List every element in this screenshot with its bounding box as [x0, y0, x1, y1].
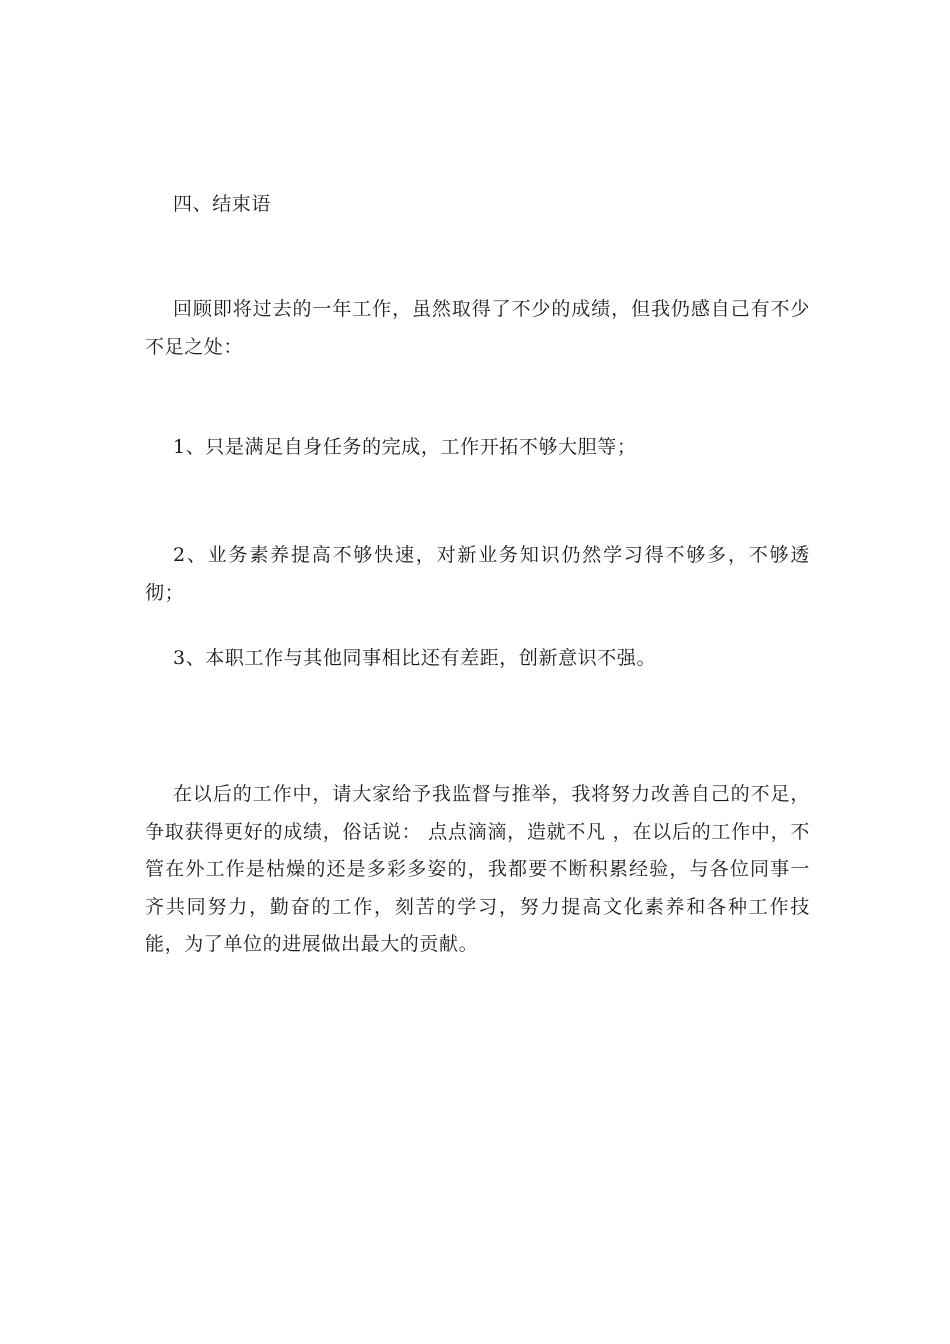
section-heading: 四、结束语 [173, 193, 272, 215]
shortcoming-item: 2、业务素养提高不够快速，对新业务知识仍然学习得不够多，不够透彻； [145, 544, 810, 604]
intro-paragraph: 回顾即将过去的一年工作，虽然取得了不少的成绩，但我仍感自己有不少不足之处： [145, 298, 810, 358]
shortcoming-item: 1、只是满足自身任务的完成，工作开拓不够大胆等； [173, 436, 637, 458]
closing-paragraph: 在以后的工作中，请大家给予我监督与推举，我将努力改善自己的不足，争取获得更好的成绩，俗话说： 点点滴滴，造就不凡 ，在以后的工作中，不管在外工作是枯燥的还是多彩多姿的，我都要不断积累经验，与各位同事一齐共同努力，勤奋的工作，刻苦的学习，努力提高文化素养和各种工作技能，为了单位的进展做出最大的贡献。 [145, 783, 810, 955]
shortcoming-item: 3、本职工作与其他同事相比还有差距，创新意识不强。 [173, 647, 657, 669]
